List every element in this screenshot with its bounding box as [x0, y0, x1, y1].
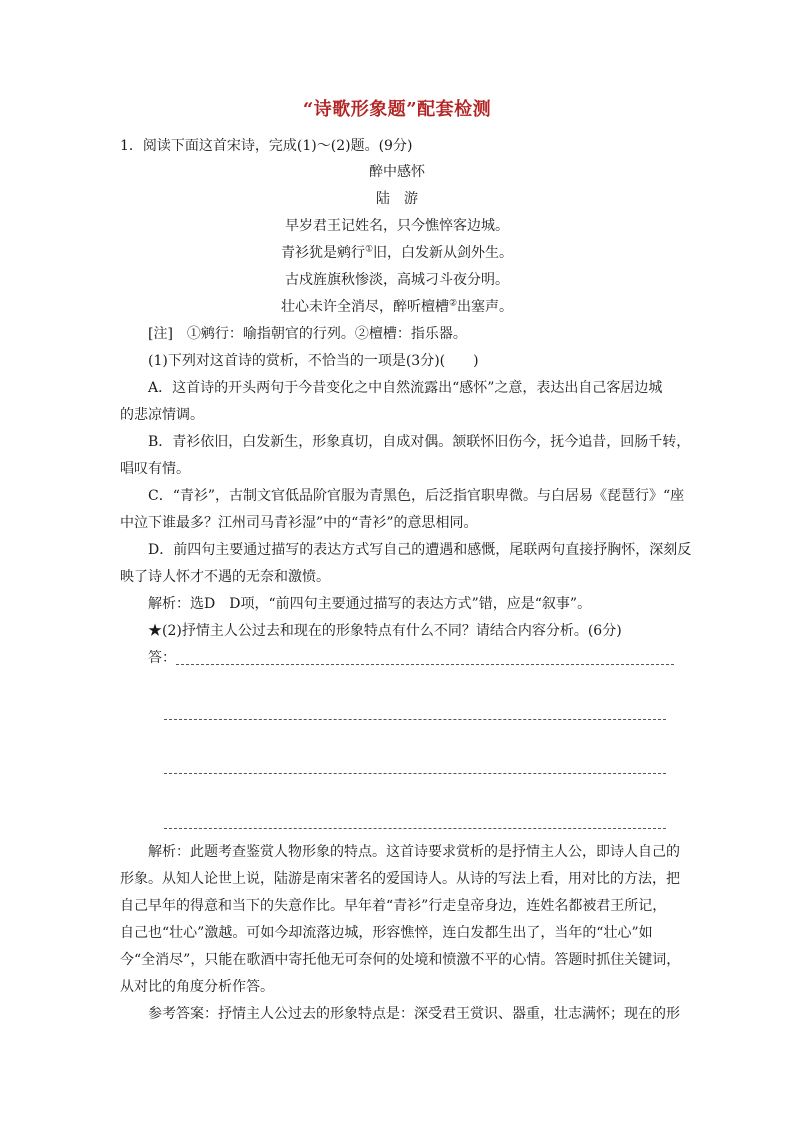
- poem-line-2-part-b: 旧，白发新从剑外生。: [373, 245, 514, 261]
- option-a-line-2: 的悲凉情调。: [120, 407, 204, 423]
- analysis-line-4: 自己也“壮心”激越。可如今却流落边城，形容憔悴，连白发都生出了，当年的“壮心”如: [120, 925, 653, 941]
- reference-answer: 参考答案：抒情主人公过去的形象特点是：深受君王赏识、器重，壮志满怀；现在的形: [148, 1006, 680, 1022]
- option-b-line-2: 唱叹有情。: [120, 461, 190, 477]
- question-intro: 1．阅读下面这首宋诗，完成(1)～(2)题。(9分): [120, 138, 413, 154]
- analysis-line-5: 今“全消尽”，只能在歌酒中寄托他无可奈何的处境和愤激不平的心情。答题时抓住关键词，: [120, 952, 681, 968]
- analysis-line-6: 从对比的角度分析作答。: [120, 979, 274, 995]
- option-a-line-1: A．这首诗的开头两句于今昔变化之中自然流露出“感怀”之意，表达出自己客居边城: [148, 380, 663, 396]
- footnote-marker-2: ②: [448, 298, 458, 309]
- poem-line-4-part-a: 壮心未许全消尽，醉听檀槽: [280, 299, 449, 315]
- poem-notes: [注] ①鹓行：喻指朝官的行列。②檀槽：指乐器。: [148, 326, 467, 342]
- poem-author: 陆 游: [376, 191, 418, 207]
- q1-analysis: 解析：选D D项，“前四句主要通过描写的表达方式”错，应是“叙事”。: [148, 596, 592, 612]
- analysis-line-1: 解析：此题考查鉴赏人物形象的特点。这首诗要求赏析的是抒情主人公，即诗人自己的: [148, 844, 680, 860]
- answer-line-1[interactable]: [176, 664, 674, 665]
- option-c-line-2: 中泣下谁最多？江州司马青衫湿”中的“青衫”的意思相同。: [120, 515, 478, 531]
- page-title: “诗歌形象题”配套检测: [302, 99, 492, 120]
- poem-line-4-part-b: 出塞声。: [457, 299, 514, 315]
- poem-line-2: [0, 243, 794, 263]
- poem-title: 醉中感怀: [369, 164, 425, 180]
- answer-line-4[interactable]: [164, 828, 666, 829]
- answer-line-2[interactable]: [164, 719, 666, 720]
- option-b-line-1: B．青衫依旧，白发新生，形象真切，自成对偶。颔联怀旧伤今，抚今追昔，回肠千转，: [148, 434, 691, 450]
- poem-line-3: 古戍旌旗秋惨淡，高城刁斗夜分明。: [285, 272, 509, 288]
- answer-line-3[interactable]: [164, 773, 666, 774]
- poem-line-1: 早岁君王记姓名，只今憔悴客边城。: [285, 218, 509, 234]
- option-d-line-2: 映了诗人怀才不遇的无奈和激愤。: [120, 569, 330, 585]
- option-c-line-1: C．“青衫”，古制文官低品阶官服为青黑色，后泛指官职卑微。与白居易《琵琶行》“座: [148, 488, 685, 504]
- poem-line-2-part-a: 青衫犹是鹓行: [280, 245, 365, 261]
- answer-label: 答：: [148, 650, 176, 666]
- analysis-line-2: 形象。从知人论世上说，陆游是南宋著名的爱国诗人。从诗的写法上看，用对比的方法，把: [120, 871, 680, 887]
- option-d-line-1: D．前四句主要通过描写的表达方式写自己的遭遇和感慨，尾联两句直接抒胸怀，深刻反: [148, 542, 692, 558]
- analysis-line-3: 自己早年的得意和当下的失意作比。早年着“青衫”行走皇帝身边，连姓名都被君王所记，: [120, 898, 667, 914]
- q2-stem: ★(2)抒情主人公过去和现在的形象特点有什么不同？请结合内容分析。(6分): [148, 623, 622, 639]
- poem-line-4: [0, 297, 794, 317]
- q1-stem: (1)下列对这首诗的赏析，不恰当的一项是(3分)( ): [148, 353, 479, 369]
- footnote-marker-1: ①: [364, 244, 374, 255]
